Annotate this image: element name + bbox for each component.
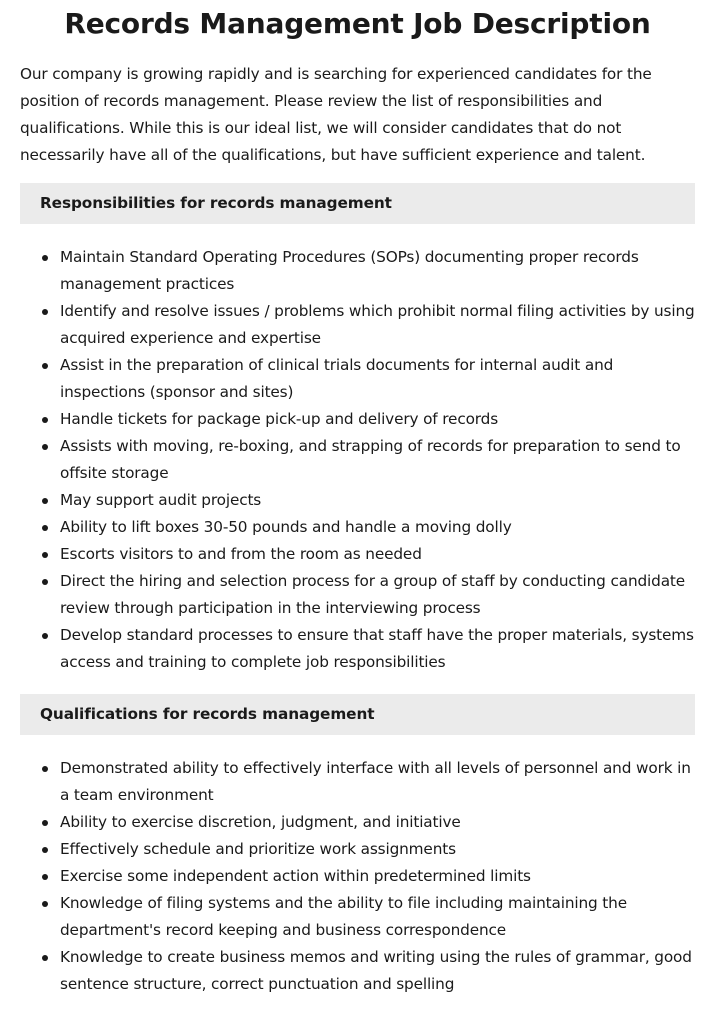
list-item-text: Knowledge to create business memos and writing using the rules of grammar, good sentence structure, correct punctuation and spelling	[60, 948, 692, 993]
bullet-icon	[42, 847, 48, 853]
list-item	[20, 298, 695, 352]
list-item	[20, 514, 695, 541]
list-item-text: Knowledge of filing systems and the ability to file including maintaining the department's record keeping and business correspondence	[60, 894, 627, 939]
intro-paragraph: Our company is growing rapidly and is searching for experienced candidates for the position of records management. Please review the list of responsibilities and qualifications. While this is our ideal list, we will consider candidates that do not necessarily have all of the qualifications, but have sufficient experience and talent.	[20, 65, 652, 164]
list-item	[20, 836, 695, 863]
list-item-text: Develop standard processes to ensure that staff have the proper materials, systems access and training to complete job responsibilities	[60, 626, 694, 671]
responsibilities-heading: Responsibilities for records management	[20, 183, 695, 224]
list-item	[20, 863, 695, 890]
bullet-icon	[42, 579, 48, 585]
list-item-text: Assists with moving, re-boxing, and strapping of records for preparation to send to offsite storage	[60, 437, 681, 482]
list-item	[20, 809, 695, 836]
list-item-text: Handle tickets for package pick-up and delivery of records	[60, 410, 499, 428]
list-item	[20, 622, 695, 676]
bullet-icon	[42, 633, 48, 639]
list-item	[20, 755, 695, 809]
list-item	[20, 352, 695, 406]
list-item-text: May support audit projects	[60, 491, 262, 509]
list-item-text: Demonstrated ability to effectively interface with all levels of personnel and work in a team environment	[60, 759, 691, 804]
bullet-icon	[42, 874, 48, 880]
qualifications-list	[20, 755, 695, 998]
bullet-icon	[42, 255, 48, 261]
list-item	[20, 541, 695, 568]
list-item	[20, 944, 695, 998]
bullet-icon	[42, 955, 48, 961]
list-item	[20, 244, 695, 298]
list-item	[20, 568, 695, 622]
list-item-text: Direct the hiring and selection process for a group of staff by conducting candidate review through participation in the interviewing process	[60, 572, 686, 617]
bullet-icon	[42, 901, 48, 907]
list-item	[20, 890, 695, 944]
list-item-text: Exercise some independent action within predetermined limits	[60, 867, 531, 885]
list-item	[20, 433, 695, 487]
list-item-text: Effectively schedule and prioritize work assignments	[60, 840, 456, 858]
bullet-icon	[42, 525, 48, 531]
list-item-text: Ability to exercise discretion, judgment, and initiative	[60, 813, 461, 831]
list-item-text: Identify and resolve issues / problems which prohibit normal filing activities by using acquired experience and expertise	[60, 302, 695, 347]
qualifications-heading: Qualifications for records management	[20, 694, 695, 735]
list-item-text: Escorts visitors to and from the room as needed	[60, 545, 422, 563]
bullet-icon	[42, 309, 48, 315]
bullet-icon	[42, 417, 48, 423]
list-item-text: Assist in the preparation of clinical trials documents for internal audit and inspections (sponsor and sites)	[60, 356, 614, 401]
list-item-text: Maintain Standard Operating Procedures (SOPs) documenting proper records management practices	[60, 248, 639, 293]
list-item	[20, 406, 695, 433]
responsibilities-list	[20, 244, 695, 676]
list-item-text: Ability to lift boxes 30-50 pounds and handle a moving dolly	[60, 518, 512, 536]
page-title: Records Management Job Description	[64, 7, 651, 40]
bullet-icon	[42, 363, 48, 369]
bullet-icon	[42, 498, 48, 504]
bullet-icon	[42, 766, 48, 772]
bullet-icon	[42, 820, 48, 826]
list-item	[20, 487, 695, 514]
bullet-icon	[42, 552, 48, 558]
job-description-page	[20, 0, 695, 998]
bullet-icon	[42, 444, 48, 450]
